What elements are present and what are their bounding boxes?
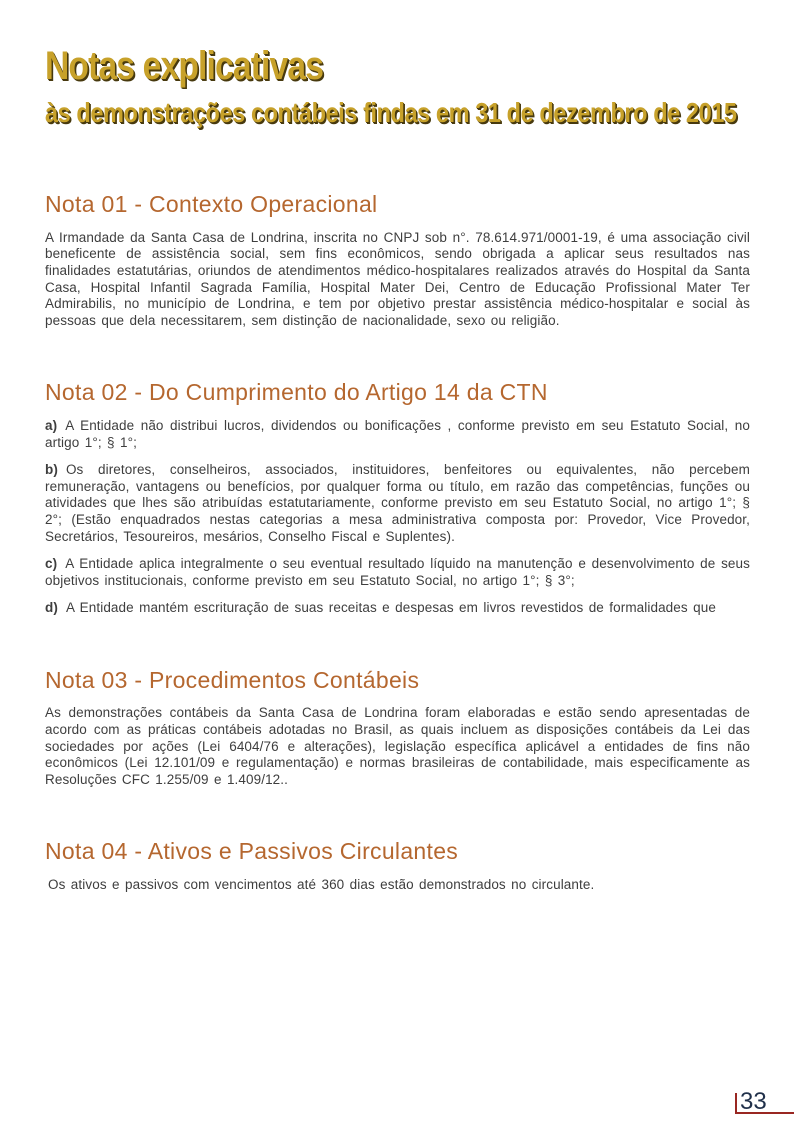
item-text-b: Os diretores, conselheiros, associados, instituidores, benfeitores ou equivalentes, não percebem remuneração, vantagens ou benefícios, por qualquer forma ou título, em razão das competências, funções ou atividades que lhes são atribuídas estatutariamente, conforme previsto em seu Estatuto Social, no artigo 1°; § 2°; (Estão enquadrados nestas categorias a mesa administrativa composta por: Provedor, Vice Provedor, Secretários, Tesoureiros, mesários, Conselho Fiscal e Suplentes).	[45, 462, 750, 544]
nota-03-heading: Nota 03 - Procedimentos Contábeis	[45, 666, 420, 693]
nota-04-paragraph: Os ativos e passivos com vencimentos até 360 dias estão demonstrados no circulante.	[48, 877, 595, 893]
item-marker-c: c)	[45, 556, 58, 572]
nota-01-heading: Nota 01 - Contexto Operacional	[45, 191, 378, 218]
item-marker-b: b)	[45, 462, 58, 478]
nota-03-paragraph: As demonstrações contábeis da Santa Casa de Londrina foram elaboradas e estão sendo apresentadas de acordo com as práticas contábeis adotadas no Brasil, as quais incluem as disposições contábeis da Lei das sociedades por ações (Lei 6404/76 e alterações), legislação específica aplicável a entidades de fins não econômicos (Lei 12.101/09 e regulamentação) e normas brasileiras de contabilidade, mais especificamente as Resoluções CFC 1.255/09 e 1.409/12..	[45, 705, 750, 787]
nota-02-item-c	[45, 556, 750, 589]
section-nota-03	[45, 667, 750, 789]
document-header	[45, 44, 750, 129]
item-text-a: A Entidade não distribui lucros, dividendos ou bonificações , conforme previsto em seu Estatuto Social, no artigo 1°; § 1°;	[45, 417, 750, 450]
page-title: Notas explicativas	[45, 44, 324, 88]
page-subtitle: às demonstrações contábeis findas em 31 de dezembro de 2015	[45, 97, 737, 128]
nota-02-item-d	[45, 600, 750, 617]
item-text-c: A Entidade aplica integralmente o seu eventual resultado líquido na manutenção e desenvolvimento de seus objetivos institucionais, conforme previsto em seu Estatuto Social, no artigo 1°; § 3°;	[45, 556, 750, 588]
item-text-d: A Entidade mantém escrituração de suas receitas e despesas em livros revestidos de formalidades que	[65, 600, 716, 616]
item-marker-a: a)	[45, 417, 58, 433]
nota-01-paragraph: A Irmandade da Santa Casa de Londrina, inscrita no CNPJ sob n°. 78.614.971/0001-19, é uma associação civil beneficente de assistência social, sem fins econômicos, sendo obrigada a aplicar seus resultados nas finalidades estatutárias, oriundos de atendimentos médico-hospitalares realizados através do Hospital da Santa Casa, Hospital Infantil Sagrada Família, Hospital Mater Dei, Centro de Educação Profissional Mater Ter Admirabilis, no município de Londrina, e tem por objetivo prestar assistência médico-hospitalar e social às pessoas que dela necessitarem, sem distinção de nacionalidade, sexo ou religião.	[45, 229, 750, 328]
section-nota-02	[45, 379, 750, 617]
section-nota-04	[45, 838, 750, 893]
page-number: 33	[740, 1088, 767, 1116]
page-number-marker	[735, 1088, 794, 1116]
nota-02-item-b	[45, 462, 750, 545]
nota-04-heading: Nota 04 - Ativos e Passivos Circulantes	[45, 838, 459, 865]
nota-02-item-a	[45, 418, 750, 451]
section-nota-01	[45, 191, 750, 329]
item-marker-d: d)	[45, 600, 58, 616]
nota-02-heading: Nota 02 - Do Cumprimento do Artigo 14 da CTN	[45, 379, 548, 406]
